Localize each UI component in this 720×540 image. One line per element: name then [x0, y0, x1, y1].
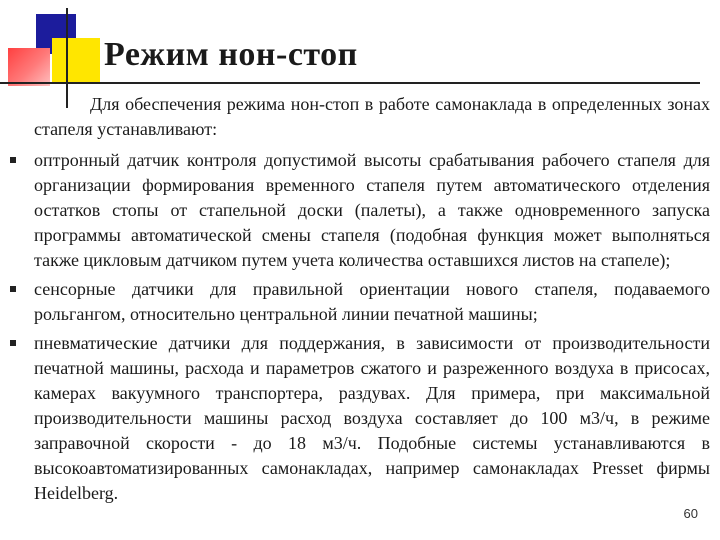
- list-item: [10, 148, 710, 273]
- slide-body: [10, 92, 710, 510]
- list-item-text: оптронный датчик контроля допустимой высоты срабатывания рабочего стапеля для организации формирования временного стапеля путем автоматического отделения остатков стопы от стапельной доски (палеты), а также одновременного запуска программы автоматической смены стапеля (подобная функция может выполняться также цикловым датчиком путем учета количества оставшихся листов на стапеле);: [34, 150, 710, 270]
- slide-title: Режим нон-стоп: [104, 36, 358, 73]
- decor-yellow-square: [52, 38, 100, 82]
- decor-horizontal-line: [0, 82, 700, 84]
- list-item-text: сенсорные датчики для правильной ориентации нового стапеля, подаваемого рольгангом, относительно центральной линии печатной машины;: [34, 279, 710, 324]
- bullet-list: [10, 148, 710, 506]
- page-number: 60: [683, 506, 698, 521]
- decor-red-square: [8, 48, 50, 86]
- bullet-square-icon: [10, 340, 16, 346]
- bullet-square-icon: [10, 157, 16, 163]
- bullet-square-icon: [10, 286, 16, 292]
- list-item: [10, 331, 710, 506]
- list-item: [10, 277, 710, 327]
- intro-paragraph: [10, 92, 710, 142]
- intro-text: Для обеспечения режима нон-стоп в работе самонаклада в определенных зонах стапеля устанавливают:: [34, 94, 710, 139]
- list-item-text: пневматические датчики для поддержания, в зависимости от производительности печатной машины, расхода и параметров сжатого и разреженного воздуха в присосах, камерах вакуумного транспортера, раздувах. Для примера, при максимальной производительности машины расход воздуха составляет до 100 м3/ч, в режиме заправочной скорости - до 18 м3/ч. Подобные системы устанавливаются в высокоавтоматизированных самонакладах, например самонакладах Presset фирмы Heidelberg.: [34, 333, 710, 503]
